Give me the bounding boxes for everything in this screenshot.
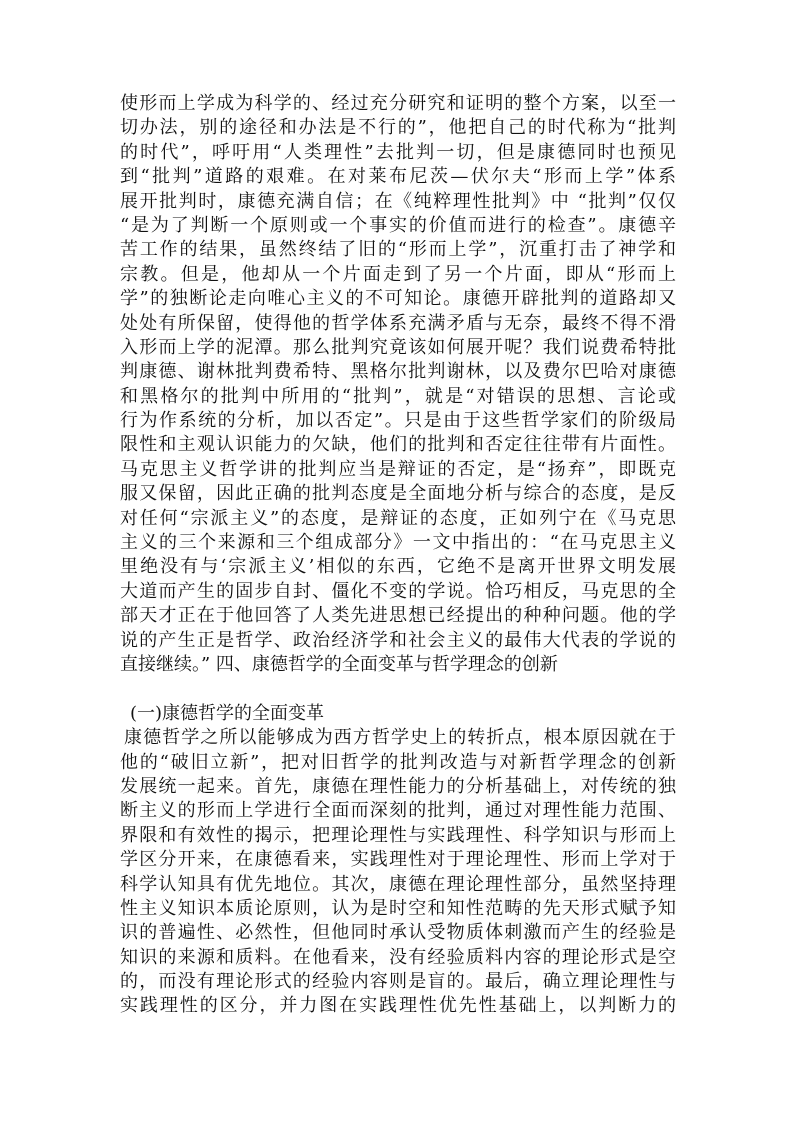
- text-line: 断主义的形而上学进行全面而深刻的批判，通过对理性能力范围、: [120, 800, 676, 822]
- paragraph-gap: [120, 677, 676, 701]
- text-line: 他的“破旧立新”，把对旧哲学的批判改造与对新哲学理念的创新: [120, 751, 676, 773]
- text-line: 康德哲学之所以能够成为西方哲学史上的转折点，根本原因就在于: [124, 727, 676, 749]
- text-line: 马克思主义哲学讲的批判应当是辩证的否定，是“扬弃”，即既克: [120, 458, 676, 480]
- text-line: 宗教。但是，他却从一个片面走到了另一个片面，即从“形而上: [120, 263, 676, 285]
- text-line: 的时代”，呼吁用“人类理性”去批判一切，但是康德同时也预见: [120, 141, 676, 163]
- text-line: 里绝没有与‘宗派主义’相似的东西，它绝不是离开世界文明发展: [120, 556, 676, 578]
- text-line: 和黑格尔的批判中所用的“批判”，就是“对错误的思想、言论或: [120, 385, 676, 407]
- text-line: 的，而没有理论形式的经验内容则是盲的。最后，确立理论理性与: [120, 971, 676, 993]
- text-line: 大道而产生的固步自封、僵化不变的学说。恰巧相反，马克思的全: [120, 580, 676, 602]
- text-line: 主义的三个来源和三个组成部分》一文中指出的：“在马克思主义: [120, 532, 676, 554]
- text-line: 入形而上学的泥潭。那么批判究竟该如何展开呢？我们说费希特批: [120, 336, 676, 358]
- paragraph-1: [120, 92, 676, 677]
- text-line: 性主义知识本质论原则，认为是时空和知性范畴的先天形式赋予知: [120, 897, 676, 919]
- text-line: 使形而上学成为科学的、经过充分研究和证明的整个方案，以至一: [120, 93, 676, 114]
- text-line: 学区分开来，在康德看来，实践理性对于理论理性、形而上学对于: [120, 849, 676, 871]
- text-line: 部天才正在于他回答了人类先进思想已经提出的种种问题。他的学: [120, 605, 676, 627]
- paragraph-2: [120, 726, 676, 1019]
- text-line: 判康德、谢林批判费希特、黑格尔批判谢林，以及费尔巴哈对康德: [120, 361, 676, 383]
- text-line: 苦工作的结果，虽然终结了旧的“形而上学”，沉重打击了神学和: [120, 239, 676, 261]
- text-line: 说的产生正是哲学、政治经济学和社会主义的最伟大代表的学说的: [120, 629, 676, 651]
- text-line: 切办法，别的途径和办法是不行的”，他把自己的时代称为“批判: [120, 117, 676, 139]
- text-line: 直接继续。” 四、康德哲学的全面变革与哲学理念的创新: [120, 653, 558, 675]
- text-line: 行为作系统的分析，加以否定”。只是由于这些哲学家们的阶级局: [120, 410, 676, 432]
- text-line: 学”的独断论走向唯心主义的不可知论。康德开辟批判的道路却又: [120, 288, 676, 310]
- text-line: 界限和有效性的揭示，把理论理性与实践理性、科学知识与形而上: [120, 824, 676, 846]
- text-line: 对任何“宗派主义”的态度，是辩证的态度，正如列宁在《马克思: [120, 507, 676, 529]
- text-line: “是为了判断一个原则或一个事实的价值而进行的检查”。康德辛: [120, 214, 676, 236]
- text-line: 实践理性的区分，并力图在实践理性优先性基础上，以判断力的: [120, 995, 676, 1017]
- text-line: 发展统一起来。首先，康德在理性能力的分析基础上，对传统的独: [120, 775, 676, 797]
- section-heading: (一)康德哲学的全面变革: [130, 702, 325, 724]
- text-line: 处处有所保留，使得他的哲学体系充满矛盾与无奈，最终不得不滑: [120, 312, 676, 334]
- text-line: 到“批判”道路的艰难。在对莱布尼茨—伏尔夫“形而上学”体系: [120, 166, 676, 188]
- document-page: [120, 92, 676, 1019]
- text-line: 科学认知具有优先地位。其次，康德在理论理性部分，虽然坚持理: [120, 873, 676, 895]
- text-line: 知识的来源和质料。在他看来，没有经验质料内容的理论形式是空: [120, 946, 676, 968]
- text-line: 展开批判时，康德充满自信；在《纯粹理性批判》中 “批判”仅仅: [120, 190, 676, 212]
- text-line: 识的普遍性、必然性，但他同时承认受物质体刺激而产生的经验是: [120, 922, 676, 944]
- text-line: 服又保留，因此正确的批判态度是全面地分析与综合的态度，是反: [120, 483, 676, 505]
- text-line: 限性和主观认识能力的欠缺，他们的批判和否定往往带有片面性。: [120, 434, 676, 456]
